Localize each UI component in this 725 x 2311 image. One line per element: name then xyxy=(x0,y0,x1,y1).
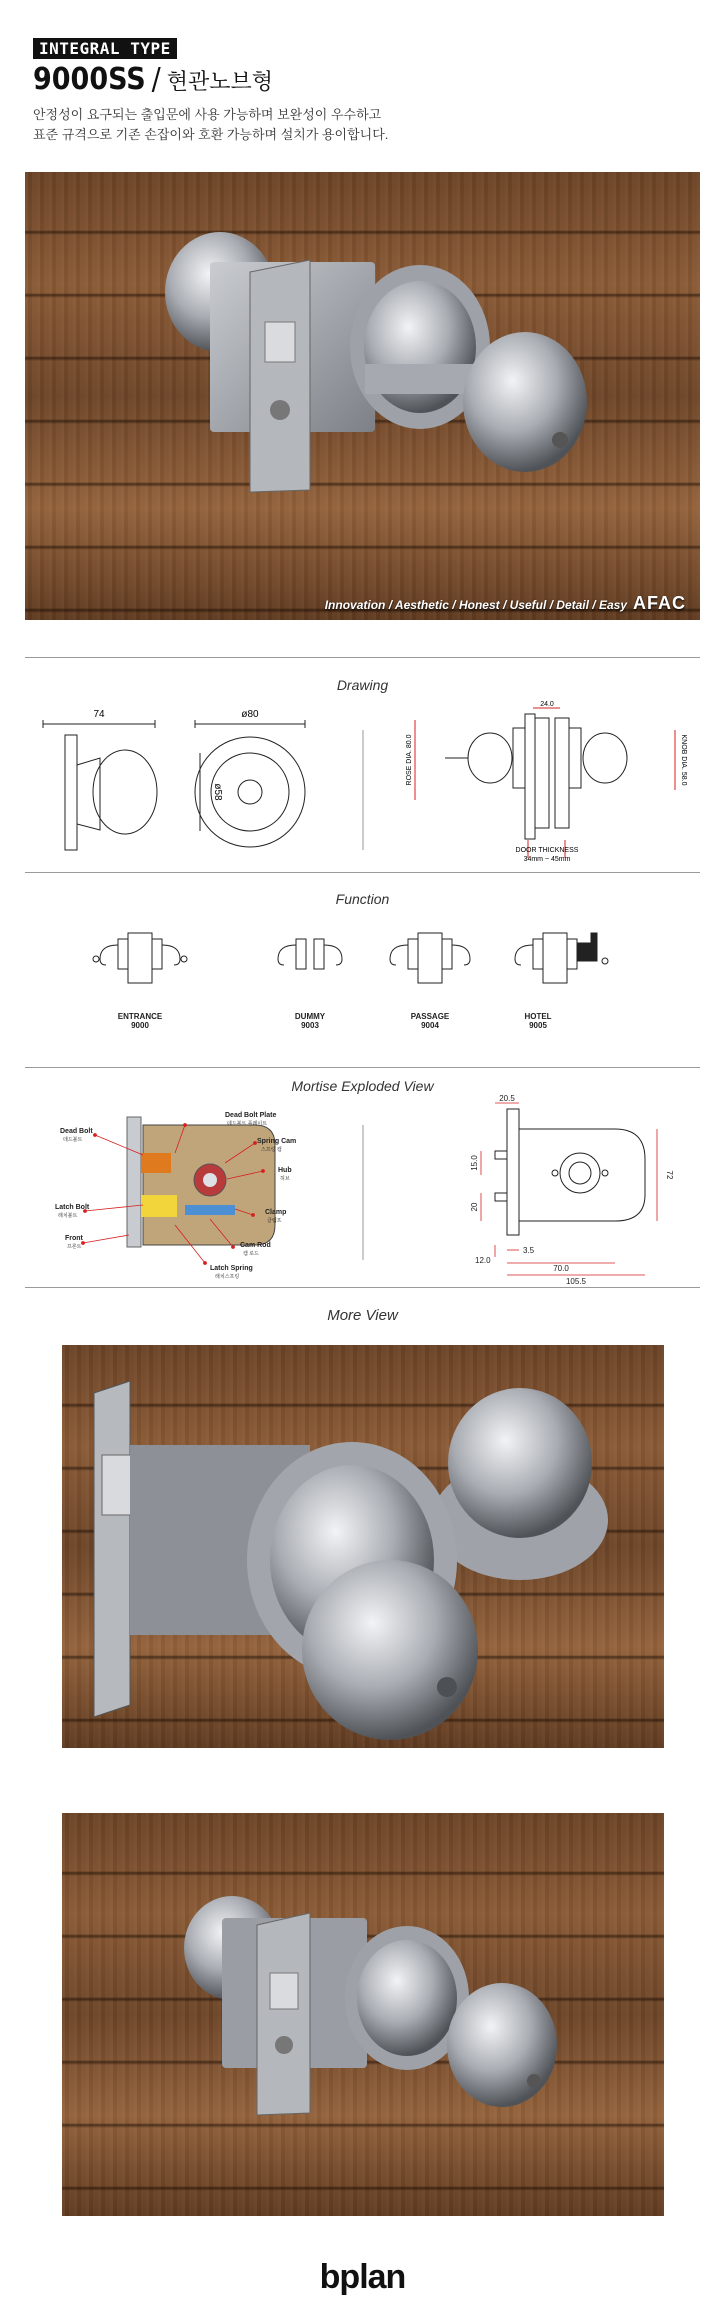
hotel-diagram xyxy=(515,933,608,983)
type-tag: INTEGRAL TYPE xyxy=(33,38,177,59)
divider xyxy=(25,657,700,658)
more-view-photo-2 xyxy=(62,1813,664,2216)
dim-72: 72 xyxy=(665,1170,674,1180)
label-cam-rod-kr: 캠 로드 xyxy=(243,1251,259,1257)
function-hotel-name: HOTEL xyxy=(524,1012,552,1021)
dim-width-label: 74 xyxy=(93,709,105,720)
function-dummy-name: DUMMY xyxy=(294,1012,326,1021)
dim-20-5: 20.5 xyxy=(499,1095,515,1103)
label-spring-cam-kr: 스프링 캠 xyxy=(261,1147,282,1153)
function-entrance-name: ENTRANCE xyxy=(117,1012,163,1021)
mortise-title: Mortise Exploded View xyxy=(291,1078,434,1094)
mortise-diagrams xyxy=(25,1095,700,1285)
entrance-diagram xyxy=(93,933,187,983)
mortise-exploded-view xyxy=(127,1117,275,1247)
dim-70: 70.0 xyxy=(553,1264,569,1273)
function-passage-code: 9004 xyxy=(421,1021,439,1030)
label-hub-kr: 허브 xyxy=(280,1176,290,1182)
function-diagrams xyxy=(25,925,700,1005)
page-title xyxy=(33,62,273,97)
dim-20: 20 xyxy=(470,1202,479,1212)
hero-tagline xyxy=(325,593,686,614)
label-dead-bolt: Dead Bolt xyxy=(60,1128,93,1135)
label-dead-bolt-plate-kr: 데드볼트 플레이트 xyxy=(227,1121,268,1127)
bplan-logo: bplan xyxy=(319,2258,406,2296)
description-line-1: 안정성이 요구되는 출입문에 사용 가능하며 보완성이 우수하고 xyxy=(33,107,382,122)
more-view-photo-1 xyxy=(62,1345,664,1748)
label-dead-bolt-plate: Dead Bolt Plate xyxy=(225,1112,277,1119)
function-hotel-code: 9005 xyxy=(529,1021,547,1030)
dim-105-5: 105.5 xyxy=(565,1277,587,1285)
divider xyxy=(25,1287,700,1288)
rose-dia-label: ROSE DIA. 80.0 xyxy=(406,734,413,786)
hero-photo xyxy=(25,172,700,620)
dummy-diagram xyxy=(278,939,342,969)
label-clamp-kr: 클램프 xyxy=(267,1218,282,1224)
label-dead-bolt-kr: 데드볼트 xyxy=(63,1137,83,1143)
front-view xyxy=(195,720,305,847)
door-range-label: 34mm ~ 45mm xyxy=(523,856,571,863)
more-view-title: More View xyxy=(327,1307,398,1324)
label-latch-bolt: Latch Bolt xyxy=(55,1204,90,1211)
drawing-diagram xyxy=(25,700,700,870)
model-name: 현관노브형 xyxy=(166,70,274,95)
function-dummy-code: 9003 xyxy=(301,1021,319,1030)
label-hub: Hub xyxy=(278,1167,292,1174)
knob-dia-label: KNOB DIA. 58.0 xyxy=(680,734,687,786)
label-clamp: Clamp xyxy=(265,1209,287,1216)
more-view-lock-1 xyxy=(62,1345,664,1748)
function-title: Function xyxy=(335,891,390,907)
dim-15: 15.0 xyxy=(470,1155,479,1171)
description-line-2: 표준 규격으로 기존 손잡이와 호환 가능하며 설치가 용이합니다. xyxy=(33,127,389,142)
label-latch-spring: Latch Spring xyxy=(210,1265,253,1272)
more-view-lock-2 xyxy=(62,1813,664,2216)
dim-knob-label: ø58 xyxy=(212,783,223,801)
label-latch-bolt-kr: 래치볼트 xyxy=(58,1213,78,1219)
label-front: Front xyxy=(65,1235,83,1242)
section-view xyxy=(415,708,675,858)
function-entrance xyxy=(100,1012,180,1030)
tagline-text: Innovation / Aesthetic / Honest / Useful / Detail / Easy xyxy=(324,598,627,612)
model-number: 9000SS xyxy=(33,62,146,97)
door-thickness-label: DOOR THICKNESS xyxy=(515,847,579,854)
function-passage-name: PASSAGE xyxy=(410,1012,450,1021)
function-passage xyxy=(390,1012,470,1030)
label-front-kr: 프론트 xyxy=(67,1244,82,1250)
title-slash: / xyxy=(151,62,161,97)
label-latch-spring-kr: 래치스프링 xyxy=(215,1274,240,1280)
passage-diagram xyxy=(390,933,470,983)
function-dummy xyxy=(270,1012,350,1030)
dim-rose-label: ø80 xyxy=(241,709,259,720)
divider xyxy=(25,872,700,873)
divider xyxy=(25,1067,700,1068)
dim-3-5: 3.5 xyxy=(523,1246,535,1255)
drawing-title: Drawing xyxy=(336,677,389,693)
side-view xyxy=(43,720,157,850)
label-spring-cam: Spring Cam xyxy=(257,1138,297,1145)
function-entrance-code: 9000 xyxy=(131,1021,149,1030)
dim-24-label: 24.0 xyxy=(540,701,554,708)
label-cam-rod: Cam Rod xyxy=(240,1242,271,1249)
afac-logo: AFAC xyxy=(633,593,686,613)
dim-12: 12.0 xyxy=(475,1256,491,1265)
product-description xyxy=(33,105,388,145)
mortise-dimension-drawing xyxy=(495,1109,645,1235)
function-hotel xyxy=(498,1012,578,1030)
hero-lock-illustration xyxy=(25,172,700,620)
